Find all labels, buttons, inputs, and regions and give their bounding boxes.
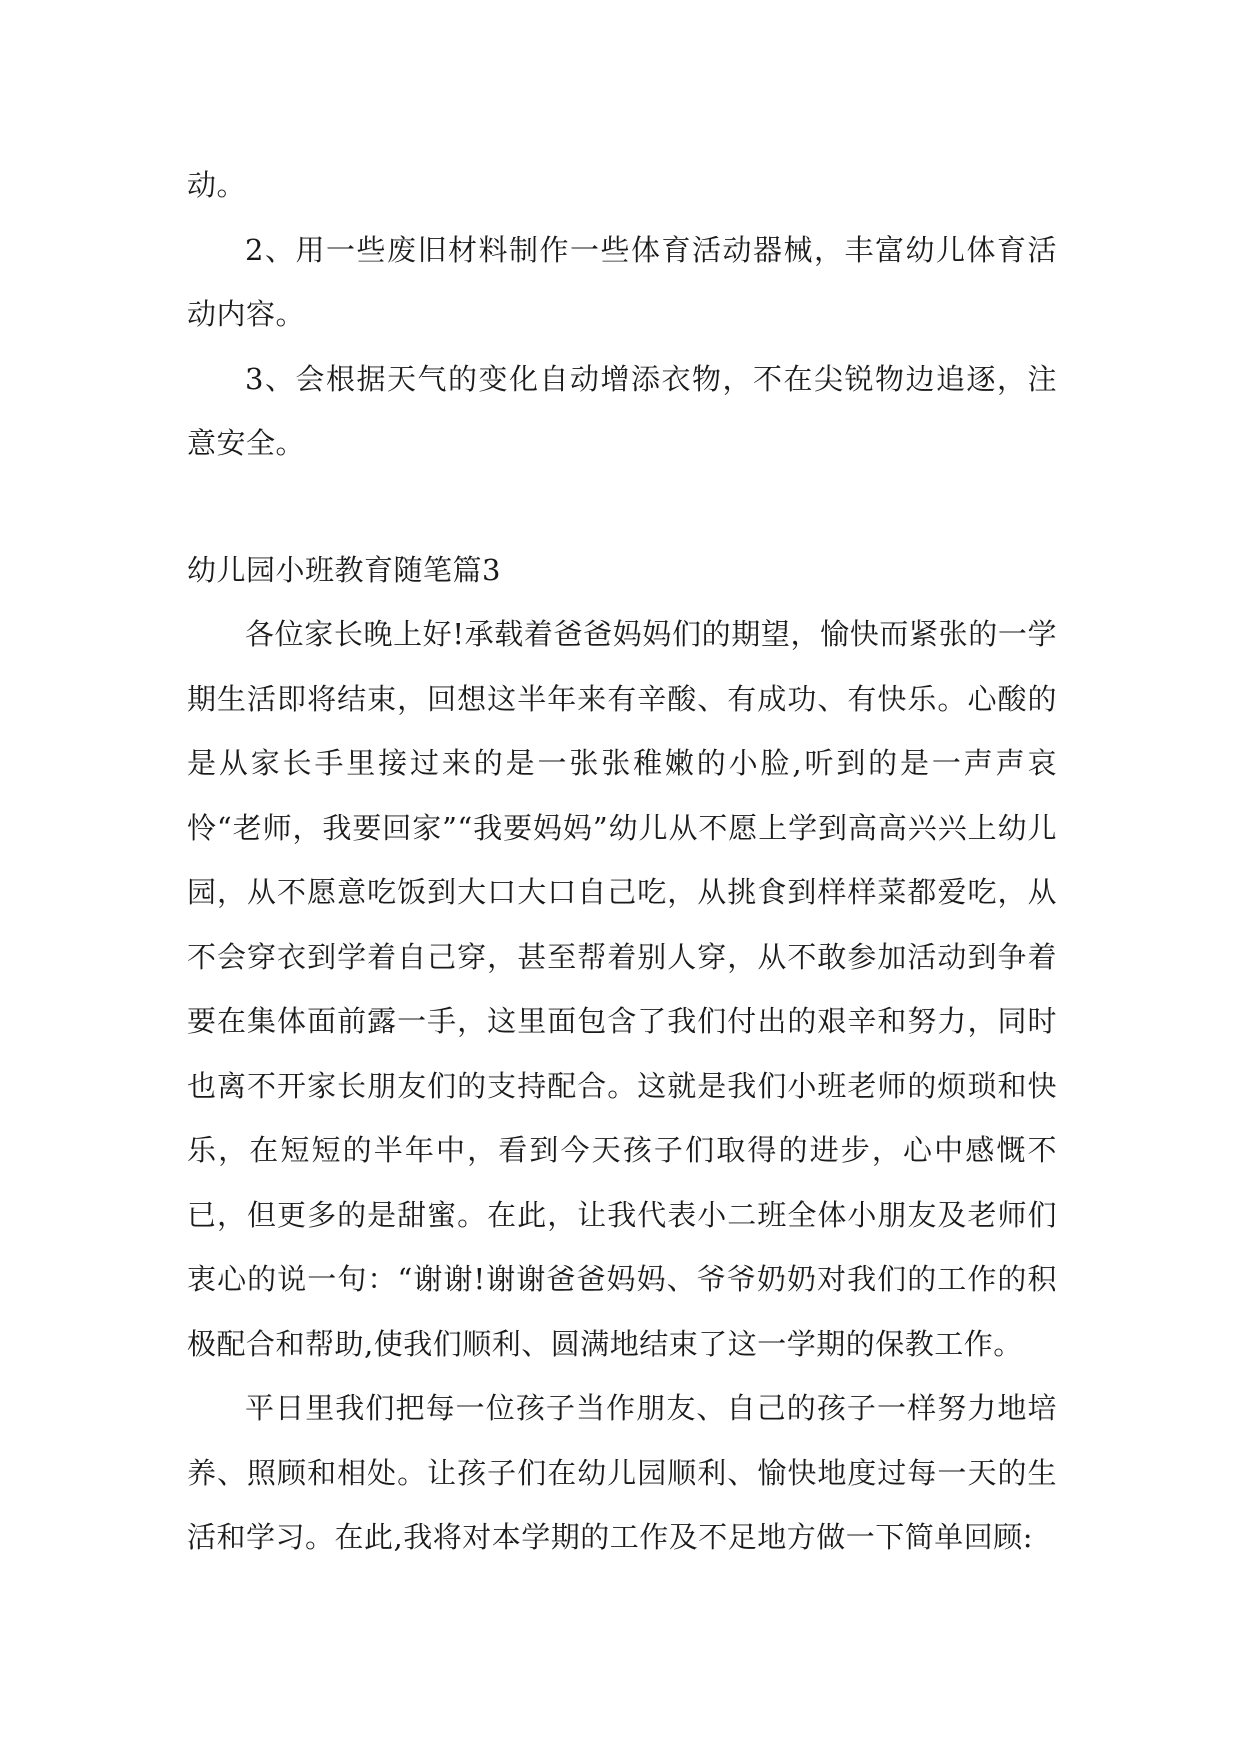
paragraph-body-2: 平日里我们把每一位孩子当作朋友、自己的孩子一样努力地培养、照顾和相处。让孩子们在幼儿园顺利、愉快地度过每一天的生活和学习。在此,我将对本学期的工作及不足地方做一下简单回顾:: [187, 1391, 1057, 1554]
paragraph-body-1: 各位家长晚上好!承载着爸爸妈妈们的期望，愉快而紧张的一学期生活即将结束，回想这半年来有辛酸、有成功、有快乐。心酸的是从家长手里接过来的是一张张稚嫩的小脸,听到的是一声声哀怜“老师，我要回家”“我要妈妈”幼儿从不愿上学到高高兴兴上幼儿园，从不愿意吃饭到大口大口自己吃，从挑食到样样菜都爱吃，从不会穿衣到学着自己穿，甚至帮着别人穿，从不敢参加活动到争着要在集体面前露一手，这里面包含了我们付出的艰辛和努力，同时也离不开家长朋友们的支持配合。这就是我们小班老师的烦琐和快乐，在短短的半年中，看到今天孩子们取得的进步，心中感慨不已，但更多的是甜蜜。在此，让我代表小二班全体小朋友及老师们衷心的说一句：“谢谢!谢谢爸爸妈妈、爷爷奶奶对我们的工作的积极配合和帮助,使我们顺利、圆满地结束了这一学期的保教工作。: [187, 617, 1057, 1361]
paragraph-item-2: 2、用一些废旧材料制作一些体育活动器械，丰富幼儿体育活动内容。: [187, 232, 1057, 331]
paragraph-continuation: 动。: [187, 168, 247, 202]
section-title: 幼儿园小班教育随笔篇3: [187, 552, 501, 587]
document-page: [187, 153, 1057, 1570]
paragraph-item-3: 3、会根据天气的变化自动增添衣物，不在尖锐物边追逐，注意安全。: [187, 361, 1057, 460]
